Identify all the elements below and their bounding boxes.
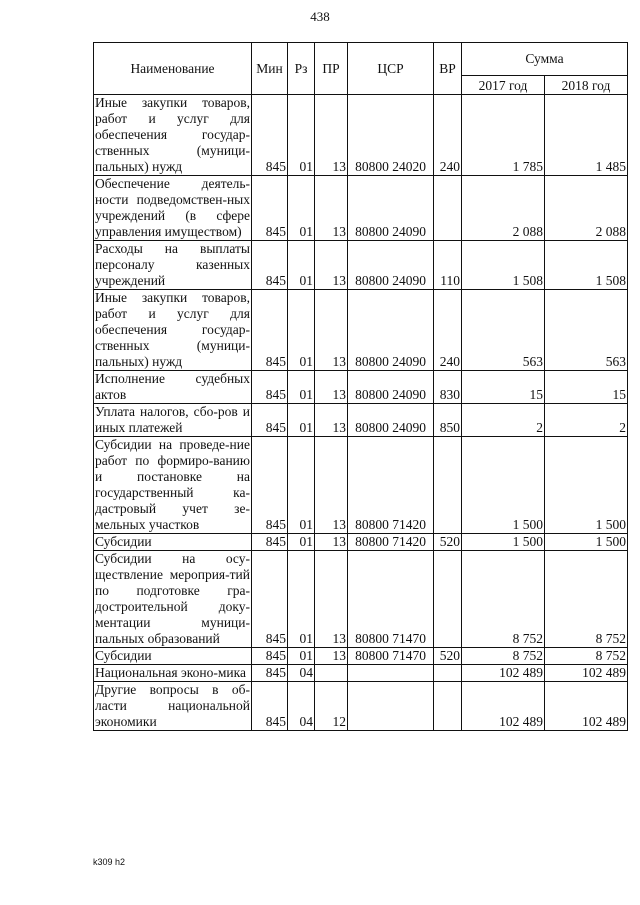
table-row <box>94 682 628 731</box>
row-rz: 01 <box>288 290 315 371</box>
header-vr: ВР <box>434 43 462 95</box>
row-min: 845 <box>252 437 288 534</box>
row-min: 845 <box>252 176 288 241</box>
row-min: 845 <box>252 404 288 437</box>
row-min: 845 <box>252 648 288 665</box>
row-vr: 240 <box>434 290 462 371</box>
row-csr: 80800 71470 <box>348 551 434 648</box>
row-pr <box>315 665 348 682</box>
row-pr: 12 <box>315 682 348 731</box>
table-row <box>94 241 628 290</box>
table-row <box>94 551 628 648</box>
row-sum-2018: 8 752 <box>545 648 628 665</box>
row-pr: 13 <box>315 404 348 437</box>
row-sum-2017: 2 088 <box>462 176 545 241</box>
row-min: 845 <box>252 241 288 290</box>
row-sum-2017: 8 752 <box>462 648 545 665</box>
row-name: Другие вопросы в об-ласти национальной экономики <box>95 682 250 729</box>
budget-table <box>93 42 628 731</box>
header-rz: Рз <box>288 43 315 95</box>
row-name: Национальная эконо-мика <box>94 665 252 682</box>
row-min: 845 <box>252 665 288 682</box>
row-name: Иные закупки товаров, работ и услуг для обеспечения государ-ственных (муници-пальных) нужд <box>95 95 250 174</box>
table-row <box>94 404 628 437</box>
row-min: 845 <box>252 682 288 731</box>
row-vr: 240 <box>434 95 462 176</box>
row-sum-2018: 15 <box>545 371 628 404</box>
row-name: Субсидии на осу-ществление мероприя-тий по подготовке гра-достроительной доку-ментации муници-пальных образований <box>95 551 250 646</box>
row-rz: 01 <box>288 404 315 437</box>
table-row <box>94 665 628 682</box>
row-vr: 850 <box>434 404 462 437</box>
table-body <box>94 95 628 731</box>
row-rz: 01 <box>288 176 315 241</box>
row-rz: 01 <box>288 95 315 176</box>
row-sum-2018: 2 <box>545 404 628 437</box>
row-vr <box>434 176 462 241</box>
row-vr <box>434 682 462 731</box>
row-name: Иные закупки товаров, работ и услуг для обеспечения государ-ственных (муници-пальных) нужд <box>95 290 250 369</box>
row-sum-2018: 1 485 <box>545 95 628 176</box>
row-sum-2017: 1 500 <box>462 437 545 534</box>
row-sum-2018: 1 500 <box>545 534 628 551</box>
row-name: Обеспечение деятель-ности подведомствен-ных учреждений (в сфере управления имуществом) <box>95 176 250 239</box>
row-sum-2018: 2 088 <box>545 176 628 241</box>
row-sum-2017: 102 489 <box>462 682 545 731</box>
header-pr: ПР <box>315 43 348 95</box>
row-csr <box>348 665 434 682</box>
row-rz: 01 <box>288 534 315 551</box>
row-rz: 01 <box>288 241 315 290</box>
row-sum-2017: 102 489 <box>462 665 545 682</box>
row-sum-2018: 1 508 <box>545 241 628 290</box>
row-csr: 80800 24090 <box>348 290 434 371</box>
table-row <box>94 176 628 241</box>
table-row <box>94 95 628 176</box>
table-header <box>94 43 628 95</box>
row-sum-2018: 8 752 <box>545 551 628 648</box>
row-pr: 13 <box>315 551 348 648</box>
row-sum-2017: 2 <box>462 404 545 437</box>
row-vr <box>434 665 462 682</box>
row-name: Субсидии <box>94 534 252 551</box>
row-name: Расходы на выплаты персоналу казенных учреждений <box>95 241 250 288</box>
row-name: Субсидии на проведе-ние работ по формиро-ванию и постановке на государственный ка-дастровый учет зе-мельных участков <box>95 437 250 532</box>
row-csr <box>348 682 434 731</box>
row-sum-2018: 102 489 <box>545 665 628 682</box>
row-rz: 04 <box>288 665 315 682</box>
row-sum-2018: 1 500 <box>545 437 628 534</box>
row-csr: 80800 24090 <box>348 404 434 437</box>
row-sum-2017: 1 785 <box>462 95 545 176</box>
footer-code: k309 h2 <box>93 857 126 867</box>
table-row <box>94 534 628 551</box>
row-vr: 110 <box>434 241 462 290</box>
row-sum-2017: 1 500 <box>462 534 545 551</box>
row-rz: 01 <box>288 648 315 665</box>
row-pr: 13 <box>315 534 348 551</box>
header-name: Наименование <box>94 43 252 95</box>
row-rz: 01 <box>288 551 315 648</box>
row-csr: 80800 24090 <box>348 241 434 290</box>
row-min: 845 <box>252 371 288 404</box>
table-row <box>94 290 628 371</box>
header-year-2017: 2017 год <box>462 76 545 95</box>
row-sum-2018: 102 489 <box>545 682 628 731</box>
header-csr: ЦСР <box>348 43 434 95</box>
header-year-2018: 2018 год <box>545 76 628 95</box>
row-rz: 01 <box>288 437 315 534</box>
row-vr <box>434 551 462 648</box>
row-min: 845 <box>252 534 288 551</box>
table-row <box>94 648 628 665</box>
row-min: 845 <box>252 551 288 648</box>
row-min: 845 <box>252 95 288 176</box>
row-pr: 13 <box>315 95 348 176</box>
row-pr: 13 <box>315 176 348 241</box>
row-name: Уплата налогов, сбо-ров и иных платежей <box>95 404 250 435</box>
row-name: Исполнение судебных актов <box>95 371 250 402</box>
row-csr: 80800 24090 <box>348 176 434 241</box>
row-sum-2017: 1 508 <box>462 241 545 290</box>
row-rz: 04 <box>288 682 315 731</box>
row-vr: 830 <box>434 371 462 404</box>
row-sum-2017: 563 <box>462 290 545 371</box>
row-sum-2017: 15 <box>462 371 545 404</box>
row-csr: 80800 24020 <box>348 95 434 176</box>
header-sum: Сумма <box>462 43 628 76</box>
row-csr: 80800 71420 <box>348 437 434 534</box>
table-row <box>94 371 628 404</box>
row-name: Субсидии <box>94 648 252 665</box>
row-vr <box>434 437 462 534</box>
row-pr: 13 <box>315 241 348 290</box>
row-csr: 80800 71470 <box>348 648 434 665</box>
row-pr: 13 <box>315 371 348 404</box>
row-csr: 80800 24090 <box>348 371 434 404</box>
page-number: 438 <box>310 9 330 24</box>
row-sum-2018: 563 <box>545 290 628 371</box>
row-pr: 13 <box>315 648 348 665</box>
table-row <box>94 437 628 534</box>
row-min: 845 <box>252 290 288 371</box>
row-pr: 13 <box>315 290 348 371</box>
row-rz: 01 <box>288 371 315 404</box>
row-csr: 80800 71420 <box>348 534 434 551</box>
row-sum-2017: 8 752 <box>462 551 545 648</box>
row-vr: 520 <box>434 648 462 665</box>
header-min: Мин <box>252 43 288 95</box>
row-pr: 13 <box>315 437 348 534</box>
row-vr: 520 <box>434 534 462 551</box>
